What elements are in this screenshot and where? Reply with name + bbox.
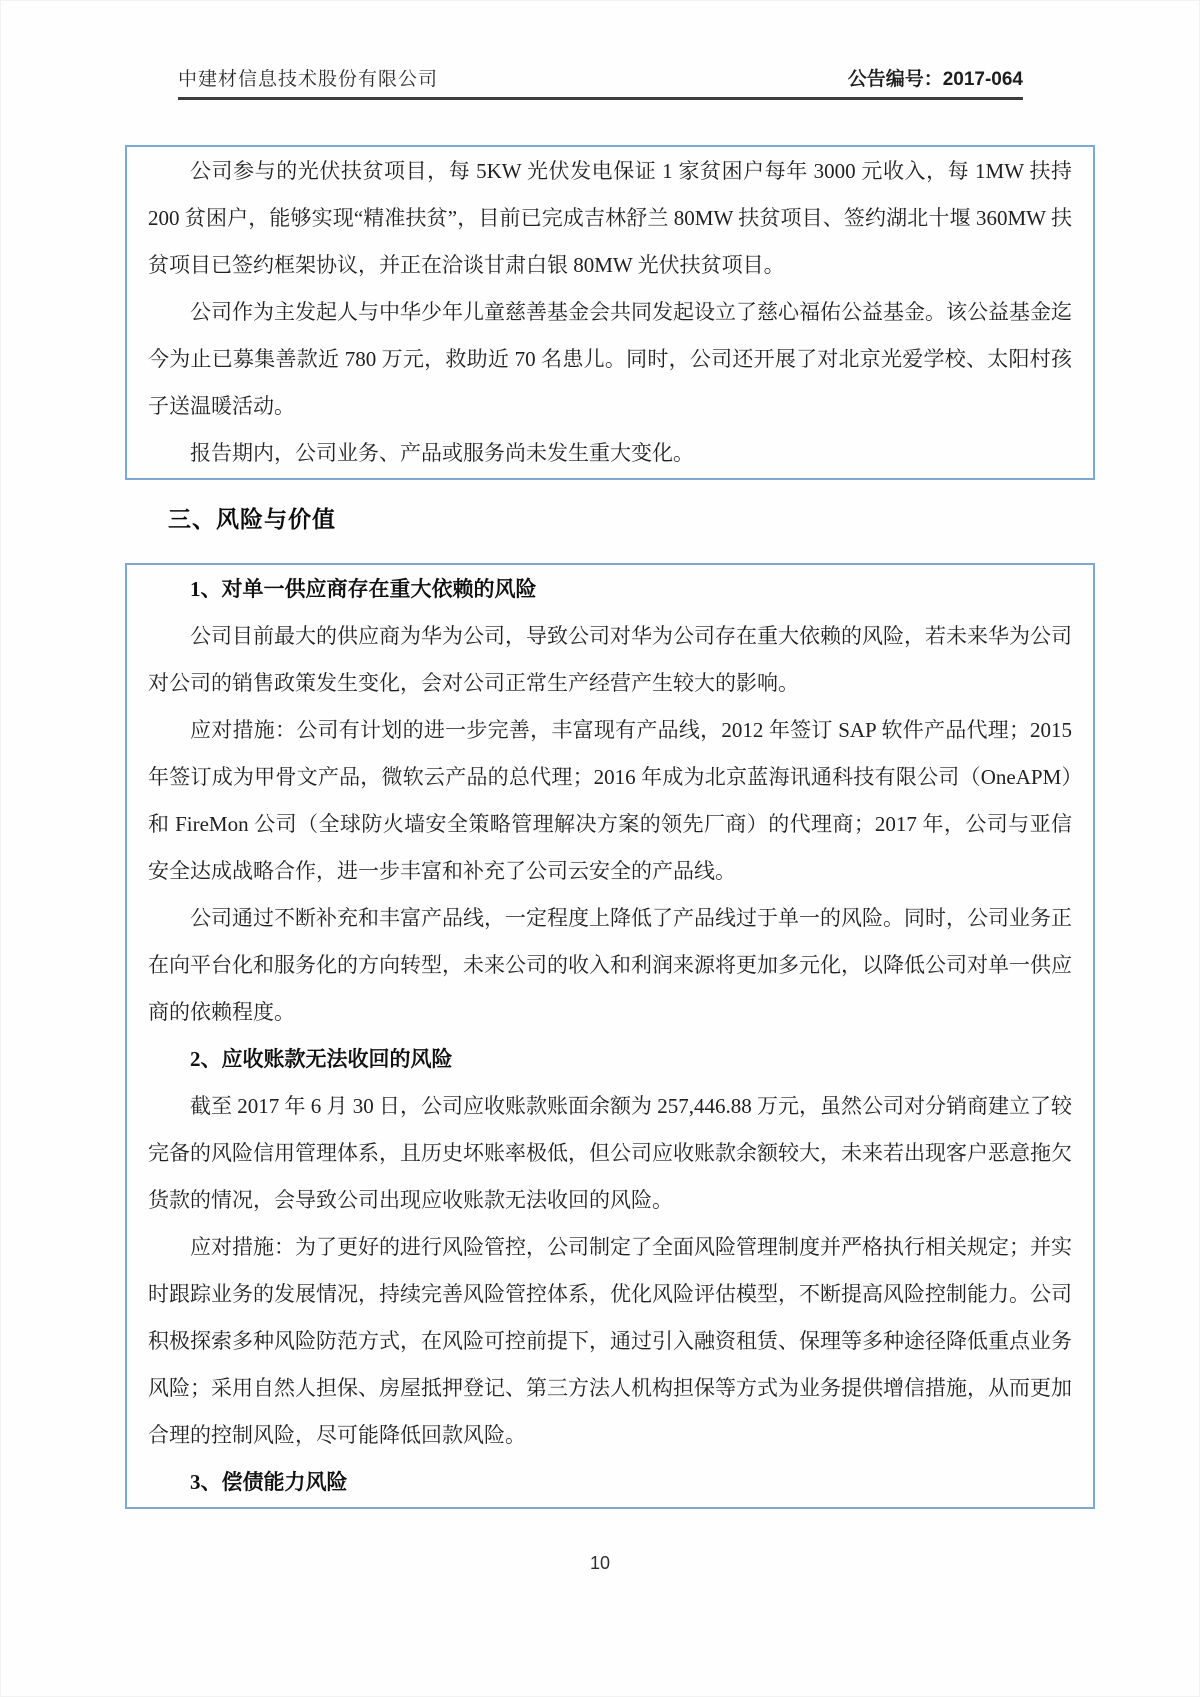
section-heading-risk-and-value: 三、风险与价值 xyxy=(168,506,336,532)
paragraph: 公司目前最大的供应商为华为公司，导致公司对华为公司存在重大依赖的风险，若未来华为公司对公司的销售政策发生变化，会对公司正常生产经营产生较大的影响。 xyxy=(148,624,1072,695)
paragraph: 2、应收账款无法收回的风险 xyxy=(190,1047,453,1071)
social-responsibility-box xyxy=(125,145,1095,480)
company-name: 中建材信息技术股份有限公司 xyxy=(178,69,439,90)
paragraph: 3、偿债能力风险 xyxy=(190,1470,348,1494)
paragraph: 报告期内，公司业务、产品或服务尚未发生重大变化。 xyxy=(190,441,694,465)
page-header xyxy=(178,64,1023,100)
paragraph: 应对措施：为了更好的进行风险管控，公司制定了全面风险管理制度并严格执行相关规定；并实时跟踪业务的发展情况，持续完善风险管控体系，优化风险评估模型，不断提高风险控制能力。公司积极探索多种风险防范方式，在风险可控前提下，通过引入融资租赁、保理等多种途径降低重点业务风险；采用自然人担保、房屋抵押登记、第三方法人机构担保等方式为业务提供增信措施，从而更加合理的控制风险，尽可能降低回款风险。 xyxy=(148,1235,1072,1447)
paragraph: 公司通过不断补充和丰富产品线，一定程度上降低了产品线过于单一的风险。同时，公司业务正在向平台化和服务化的方向转型，未来公司的收入和利润来源将更加多元化，以降低公司对单一供应商的依赖程度。 xyxy=(148,906,1072,1024)
paragraph: 公司参与的光伏扶贫项目，每 5KW 光伏发电保证 1 家贫困户每年 3000 元收入，每 1MW 扶持 200 贫困户，能够实现“精准扶贫”，目前已完成吉林舒兰 80MW 扶贫项目、签约湖北十堰 360MW 扶贫项目已签约框架协议，并正在洽谈甘肃白银 80MW 光伏扶贫项目。 xyxy=(148,159,1072,277)
paragraph: 1、对单一供应商存在重大依赖的风险 xyxy=(190,577,537,601)
notice-number-label: 公告编号： xyxy=(847,69,943,90)
paragraph: 公司作为主发起人与中华少年儿童慈善基金会共同发起设立了慈心福佑公益基金。该公益基金迄今为止已募集善款近 780 万元，救助近 70 名患儿。同时，公司还开展了对北京光爱学校、太阳村孩子送温暖活动。 xyxy=(148,300,1072,418)
risk-section-box xyxy=(125,563,1095,1509)
notice-number-value: 2017-064 xyxy=(942,69,1023,90)
paragraph: 截至 2017 年 6 月 30 日，公司应收账款账面余额为 257,446.88 万元，虽然公司对分销商建立了较完备的风险信用管理体系，且历史坏账率极低，但公司应收账款余额较大，未来若出现客户恶意拖欠货款的情况，会导致公司出现应收账款无法收回的风险。 xyxy=(148,1094,1072,1212)
paragraph: 应对措施：公司有计划的进一步完善，丰富现有产品线，2012 年签订 SAP 软件产品代理；2015 年签订成为甲骨文产品，微软云产品的总代理；2016 年成为北京蓝海讯通科技有限公司（OneAPM）和 FireMon 公司（全球防火墙安全策略管理解决方案的领先厂商）的代理商；2017 年，公司与亚信安全达成战略合作，进一步丰富和补充了公司云安全的产品线。 xyxy=(148,718,1072,883)
page-number: 10 xyxy=(589,1553,611,1573)
notice-number xyxy=(848,64,1023,91)
